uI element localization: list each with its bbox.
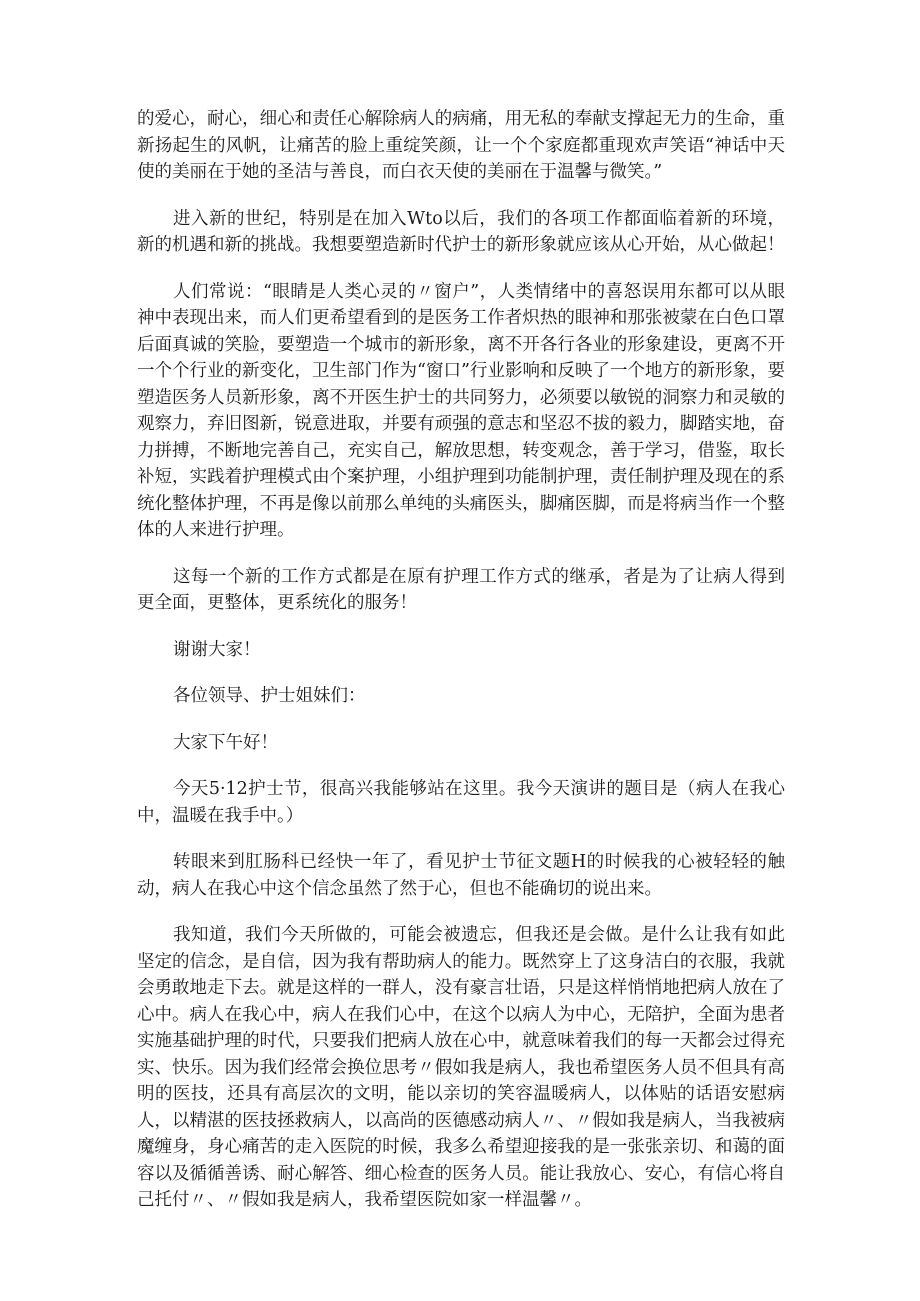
paragraph-thanks: 谢谢大家！ bbox=[173, 639, 261, 660]
document-body bbox=[137, 106, 785, 1234]
paragraph-new-work-methods: 这每一个新的工作方式都是在原有护理工作方式的继承，者是为了让病人得到更全面，更整体，更系统化的服务！ bbox=[137, 566, 785, 613]
paragraph-greeting-leaders: 各位领导、护士姐妹们： bbox=[173, 686, 366, 706]
paragraph-eyes-window: 人们常说：“眼睛是人类心灵的〃窗户”，人类情绪中的喜怒误用东都可以从眼神中表现出来，而人们更希望看到的是医务工作者炽热的眼神和那张被蒙在白色口罩后面真诚的笑脸，要塑造一个城市的新形象，离不开各行各业的形象建设，更离不开一个个行业的新变化，卫生部门作为“窗口”行业影响和反映了一个地方的新形象，要塑造医务人员新形象，离不开医生护士的共同努力，必须要以敏锐的洞察力和灵敏的观察力，弃旧图新，锐意进取，并要有顽强的意志和坚忍不拔的毅力，脚踏实地，奋力拼搏，不断地完善自己，充实自己，解放思想，转变观念，善于学习，借鉴，取长补短，实践着护理模式由个案护理，小组护理到功能制护理，责任制护理及现在的系统化整体护理，不再是像以前那么单纯的头痛医头，脚痛医脚，而是将病当作一个整体的人来进行护理。 bbox=[137, 281, 785, 540]
paragraph-continued-love: 的爱心，耐心，细心和责任心解除病人的病痛，用无私的奉献支撑起无力的生命，重新扬起生的风帆，让痛苦的脸上重绽笑颜，让一个个家庭都重现欢声笑语“神话中天使的美丽在于她的圣洁与善良，而白衣天使的美丽在于温馨与微笑。” bbox=[137, 109, 785, 182]
paragraph-nurses-day: 今天5·12护士节，很高兴我能够站在这里。我今天演讲的题目是（病人在我心中，温暖在我手中。） bbox=[137, 779, 785, 826]
paragraph-anorectal-dept: 转眼来到肛肠科已经快一年了，看见护士节征文题H的时候我的心被轻轻的触动，病人在我心中这个信念虽然了然于心，但也不能确切的说出来。 bbox=[137, 852, 785, 899]
paragraph-i-know: 我知道，我们今天所做的，可能会被遗忘，但我还是会做。是什么让我有如此坚定的信念，是自信，因为我有帮助病人的能力。既然穿上了这身洁白的衣服，我就会勇敢地走下去。就是这样的一群人，没有豪言壮语，只是这样悄悄地把病人放在了心中。病人在我心中，病人在我们心中，在这个以病人为中心，无陪护，全面为患者实施基础护理的时代，只要我们把病人放在心中，就意味着我们的每一天都会过得充实、快乐。因为我们经常会换位思考〃假如我是病人，我也希望医务人员不但具有高明的医技，还具有高层次的文明，能以亲切的笑容温暖病人，以体贴的话语安慰病人，以精湛的医技拯救病人，以高尚的医德感动病人〃、〃假如我是病人，当我被病魔缠身，身心痛苦的走入医院的时候，我多么希望迎接我的是一张张亲切、和蔼的面容以及循循善诱、耐心解答、细心检查的医务人员。能让我放心、安心，有信心将自己托付〃、〃假如我是病人，我希望医院如家一样温馨〃。 bbox=[137, 925, 785, 1210]
paragraph-good-afternoon: 大家下午好！ bbox=[173, 732, 278, 753]
paragraph-new-century: 进入新的世纪，特别是在加入Wto以后，我们的各项工作都面临着新的环境，新的机遇和新的挑战。我想要塑造新时代护士的新形象就应该从心开始，从心做起！ bbox=[137, 208, 785, 255]
